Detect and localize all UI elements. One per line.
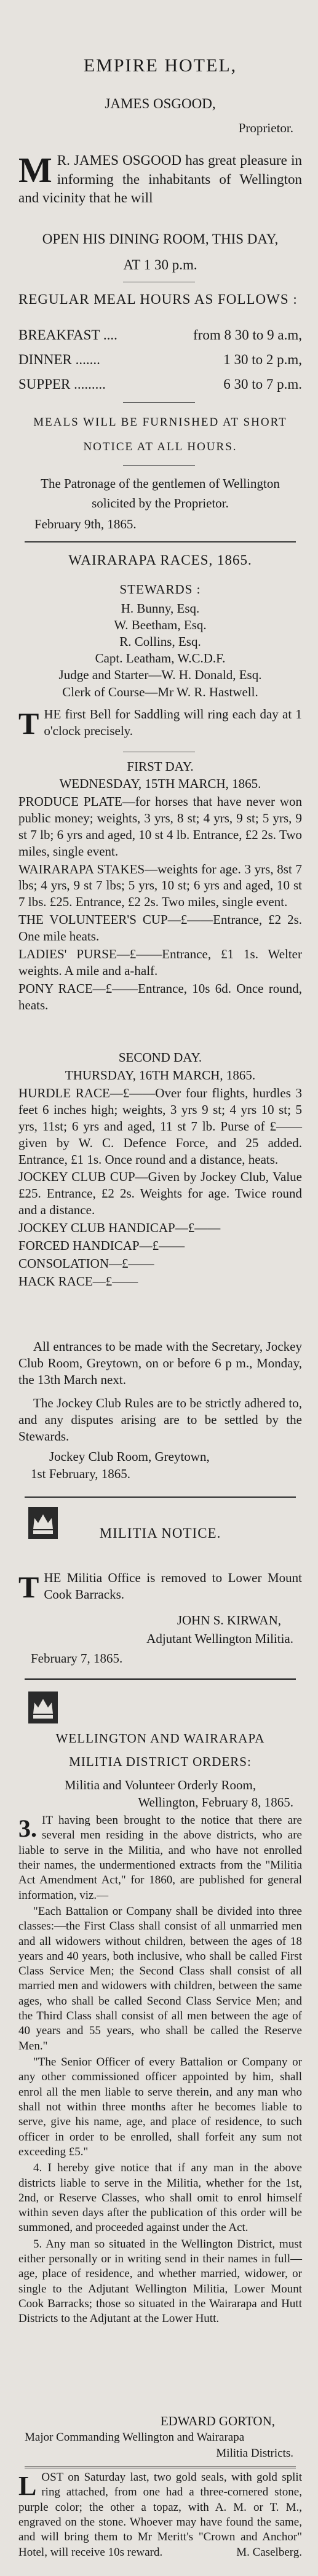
meal-name: BREAKFAST [18,327,100,343]
orders-header [18,1687,302,1754]
hotel-announce-2: AT 1 30 p.m. [123,257,197,272]
orders-title-2: MILITIA DISTRICT ORDERS: [69,1754,252,1769]
races-sign-room: Jockey Club Room, Greytown, [49,1449,210,1464]
races-clerk: Clerk of Course—Mr W. R. Hastwell. [62,685,258,699]
hotel-date: February 9th, 1865. [34,517,137,531]
militia-notice-header [18,1508,302,1564]
orders-sub-1: Militia and Volunteer Orderly Room, [64,1778,256,1792]
race-event: THE VOLUNTEER'S CUP—£——Entrance, £2 2s. One mile heats. [18,912,302,944]
militia-notice-date: February 7, 1865. [31,1651,123,1666]
race-event: WAIRARAPA STAKES—weights for age. 3 yrs, 8st 7 lbs; 4 yrs, 9 st 7 lbs; 5 yrs, 10 st; 6 yrs and aged, 10 st 7 lbs. £25. Entrance, £2 2s. Two miles, single event. [18,861,302,910]
militia-notice-sign-role: Adjutant Wellington Militia. [146,1631,293,1646]
hotel-intro-text: R. JAMES OSGOOD has great pleasure in informing the inhabitants of Wellington and vicinity that he will [18,153,302,206]
races-day1-heading: FIRST DAY. [127,759,194,774]
race-event: CONSOLATION—£—— [18,1255,154,1271]
meal-name: DINNER [18,352,72,367]
meal-hours: from 8 30 to 9 a.m, [193,327,302,343]
section-divider [25,2467,296,2468]
races-day1-date: WEDNESDAY, 15TH MARCH, 1865. [59,776,261,791]
meal-row-dinner [18,352,302,368]
race-event: PRODUCE PLATE—for horses that have never won public money; weights, 3 yrs, 8 st; 4 yrs, 9 st; 5 yrs, 9 st 7 lb; 6 yrs and aged, 10 st 4 lb. Entrance, £2 2s. Two miles, single event. [18,794,302,859]
militia-notice-dropcap: T [18,1570,39,1604]
races-bell-text: HE first Bell for Saddling will ring each day at 1 o'clock precisely. [44,707,302,738]
section-divider [25,1678,296,1680]
militia-notice-text: HE Militia Office is removed to Lower Mount Cook Barracks. [44,1570,302,1602]
orders-p4: 4. I hereby give notice that if any man in the above districts liable to serve in the Militia, whether for the 1st, 2nd, or Reserve Classes, who shall omit to enrol himself within seven days after the publication of this order will be summoned, and proceeded against under the Act. [18,2161,302,2235]
militia-notice-sign-name: JOHN S. KIRWAN, [177,1613,281,1628]
race-event: HACK RACE—£—— [18,1273,138,1289]
orders-p1: IT having been brought to the notice that there are several men residing in the above districts, who are liable to serve in the Militia, and who have not enrolled their names, the undermentioned extracts from the "Militia Act Amendment Act," for 1860, are published for general information, viz.— [18,1814,302,1902]
meal-row-supper [18,376,302,392]
race-event: PONY RACE—£——Entrance, 10s 6d. Once round, heats. [18,980,302,1012]
meal-dots: ....... [75,352,100,367]
meal-row-breakfast [18,327,302,343]
orders-number: 3. [18,1815,37,1842]
hotel-short-rule-3 [123,465,195,466]
hotel-title [18,55,302,76]
orders-sub-2: Wellington, February 8, 1865. [138,1795,293,1810]
hotel-meal-heading: REGULAR MEAL HOURS AS FOLLOWS : [18,292,298,307]
militia-notice-body [18,1570,302,1603]
hotel-notice-2: NOTICE AT ALL HOURS. [83,440,237,453]
meal-dots: .... [103,327,117,343]
steward: Capt. Leatham, W.C.D.F. [95,650,226,666]
hotel-proprietor-label: Proprietor. [238,121,293,135]
crown-emblem-icon [26,1689,60,1726]
hotel-notice-1: MEALS WILL BE FURNISHED AT SHORT [33,416,287,429]
orders-p5: 5. Any man so situated in the Wellington District, must either personally or in writing send in their names in full—age, place of residence, and whether married, widower, or single to the Adjutant Wellington Militia, Lower Mount Cook Barracks; those so situated in the Wairarapa and Hutt Districts to the Adjutant at the Lower Hutt. [18,2237,302,2326]
races-day1-events [18,793,302,1013]
meal-hours: 6 30 to 7 p.m. [223,376,302,392]
hotel-patronage-1: The Patronage of the gentlemen of Wellington [41,476,280,491]
races-day2-date: THURSDAY, 16TH MARCH, 1865. [65,1068,256,1083]
orders-body [18,1813,302,2327]
meal-name: SUPPER [18,376,71,392]
races-bell [18,706,302,739]
races-footer-rules: The Jockey Club Rules are to be strictly adhered to, and any disputes arising are to be settled by the Stewards. [18,1396,302,1444]
lost-sign: M. Caselberg. [236,2545,302,2559]
races-footer-entries: All entrances to be made with the Secretary, Jockey Club Room, Greytown, on or before 6 p m., Monday, the 13th March next. [18,1339,302,1387]
races-stewards-list [18,600,302,667]
steward: W. Beetham, Esq. [114,617,207,632]
races-judge: Judge and Starter—W. H. Donald, Esq. [58,667,262,682]
race-event: HURDLE RACE—£——Over four flights, hurdles 3 feet 6 inches high; weights, 3 yrs 9 st; 4 yrs 10 st; 5 yrs, 11st; 6 yrs and aged, 11 st 7 lb. Purse of £——given by W. C. Defence Force, and 25 added. Entrance, £1 1s. Once round and a distance, heats. [18,1086,302,1167]
races-day2-heading: SECOND DAY. [118,1050,202,1065]
orders-title-1: WELLINGTON AND WAIRARAPA [55,1731,265,1746]
orders-sign-name: EDWARD GORTON, [160,2414,275,2428]
race-event: JOCKEY CLUB CUP—Given by Jockey Club, Value £25. Entrance, £2 2s. Weights for age. Twice round and a distance. [18,1169,302,1218]
hotel-announce-1: OPEN HIS DINING ROOM, THIS DAY, [42,231,279,247]
hotel-short-rule-2 [123,402,195,403]
steward: R. Collins, Esq. [119,634,201,649]
races-title: WAIRARAPA RACES, 1865. [68,552,252,568]
races-bell-dropcap: T [18,706,39,741]
race-event: FORCED HANDICAP—£—— [18,1238,185,1253]
races-day2-events [18,1085,302,1290]
hotel-patronage-2: solicited by the Proprietor. [92,496,229,511]
race-event: LADIES' PURSE—£——Entrance, £1 1s. Welter weights. A mile and a-half. [18,946,302,978]
orders-sign-role-1: Major Commanding Wellington and Wairarapa [25,2431,245,2444]
section-divider [25,1496,296,1498]
races-sign-date: 1st February, 1865. [31,1466,130,1481]
orders-p3: "The Senior Officer of every Battalion or Company or any other commissioned officer appointed by him, shall enrol all the men liable to serve therein, and any man who shall not within three months after he becomes liable to serve, give his name, age, and place of residence, to such officer in order to be enrolled, shall forfeit any sum not exceeding £5." [18,2056,302,2158]
hotel-proprietor-name: JAMES OSGOOD, [105,96,216,111]
crown-emblem-icon [26,1505,60,1541]
lost-dropcap: L [18,2471,37,2501]
hotel-title-text: EMPIRE HOTEL, [83,55,237,76]
hotel-dropcap: M [18,150,52,190]
races-stewards-heading: STEWARDS : [119,582,201,597]
meal-hours: 1 30 to 2 p.m, [223,352,302,367]
militia-notice-title: MILITIA NOTICE. [99,1525,221,1541]
hotel-intro [18,151,302,208]
orders-sign-role-2: Militia Districts. [216,2447,293,2460]
section-divider [25,541,296,543]
lost-body: OST on Saturday last, two gold seals, with gold split ring attached, from one had a three-cornered stone, purple color; the other a topaz, with A. M. or T. M., engraved on the stone. Whoever may have found the same, and will bring them to Mr Meritt's "Crown and Anchor" Hotel, will receive 10s reward. [18,2471,302,2559]
meal-dots: ......... [74,376,106,392]
orders-p2: "Each Battalion or Company shall be divided into three classes:—the First Class shall consist of all unmarried men and all widowers without children, between the ages of 18 years and 40 years, both inclusive, who shall be called First Class Service Men; the Second Class shall consist of all married men and widowers with children, between the same ages, who shall be called Second Class Service Men; and the Third Class shall consist of all men between the age of 40 years and 55 years, who shall be called the Reserve Men." [18,1904,302,2053]
lost-notice [18,2470,302,2560]
race-event: JOCKEY CLUB HANDICAP—£—— [18,1220,221,1235]
steward: H. Bunny, Esq. [121,601,200,616]
